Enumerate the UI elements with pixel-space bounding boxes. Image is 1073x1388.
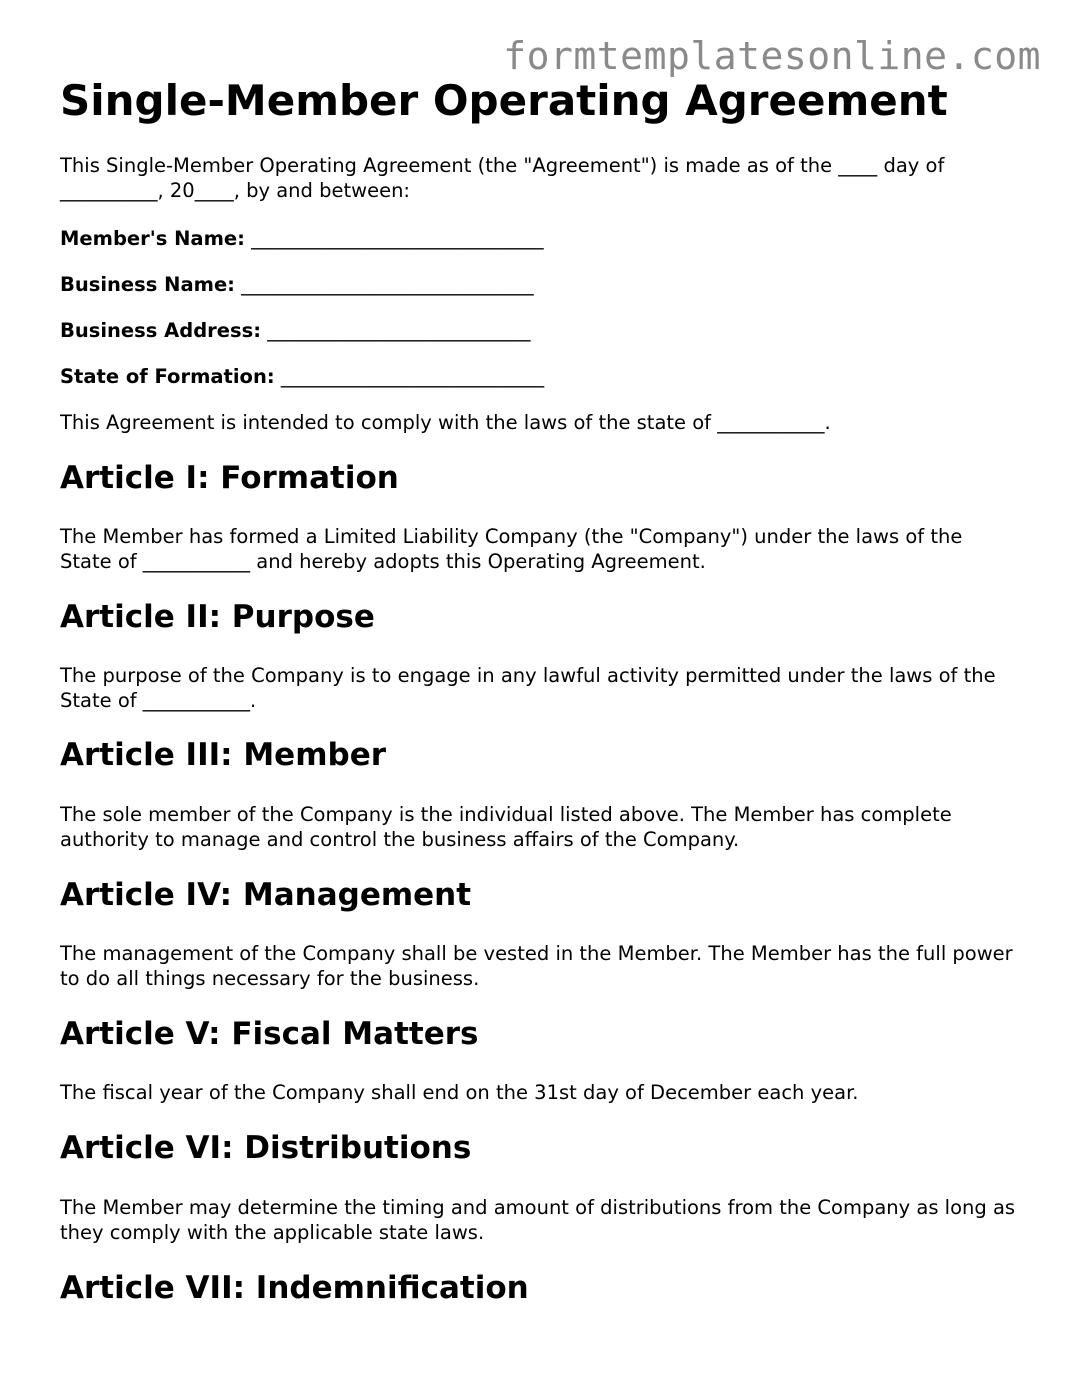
compliance-paragraph: This Agreement is intended to comply with the laws of the state of ___________. — [60, 411, 831, 434]
article-2-heading: Article II: Purpose — [60, 599, 375, 635]
article-5-heading: Article V: Fiscal Matters — [60, 1016, 479, 1052]
field-blank: ___________________________ — [267, 319, 531, 342]
field-label: State of Formation: — [60, 365, 275, 388]
article-6-heading: Article VI: Distributions — [60, 1130, 472, 1166]
field-blank: ______________________________ — [241, 273, 534, 296]
article-1-body: The Member has formed a Limited Liability Company (the "Company") under the laws of the State of ___________ and hereby adopts this Operating Agreement. — [60, 525, 963, 573]
field-blank: ___________________________ — [280, 365, 545, 388]
intro-paragraph: This Single-Member Operating Agreement (the "Agreement") is made as of the ____ day of __________, 20____, by and between: — [60, 154, 945, 202]
article-6-body: The Member may determine the timing and amount of distributions from the Company as long as they comply with the applicable state laws. — [60, 1196, 1016, 1244]
article-2-body: The purpose of the Company is to engage in any lawful activity permitted under the laws of the State of ___________. — [60, 664, 996, 712]
article-3-heading: Article III: Member — [60, 737, 387, 773]
field-state-of-formation — [60, 365, 544, 389]
field-member-name — [60, 227, 544, 251]
article-1-heading: Article I: Formation — [60, 460, 399, 496]
watermark: formtemplatesonline.com — [503, 34, 1041, 78]
article-4-body: The management of the Company shall be vested in the Member. The Member has the full power to do all things necessary for the business. — [60, 942, 1013, 990]
article-7-heading: Article VII: Indemnification — [60, 1270, 529, 1306]
article-3-body: The sole member of the Company is the individual listed above. The Member has complete authority to manage and control the business affairs of the Company. — [60, 803, 952, 851]
field-label: Member's Name: — [60, 227, 245, 250]
field-blank: ______________________________ — [251, 227, 544, 250]
field-label: Business Address: — [60, 319, 262, 342]
field-label: Business Name: — [60, 273, 235, 296]
article-5-body: The fiscal year of the Company shall end on the 31st day of December each year. — [60, 1081, 859, 1104]
field-business-address — [60, 319, 530, 343]
document-title: Single-Member Operating Agreement — [60, 76, 948, 125]
article-4-heading: Article IV: Management — [60, 877, 472, 913]
field-business-name — [60, 273, 534, 297]
